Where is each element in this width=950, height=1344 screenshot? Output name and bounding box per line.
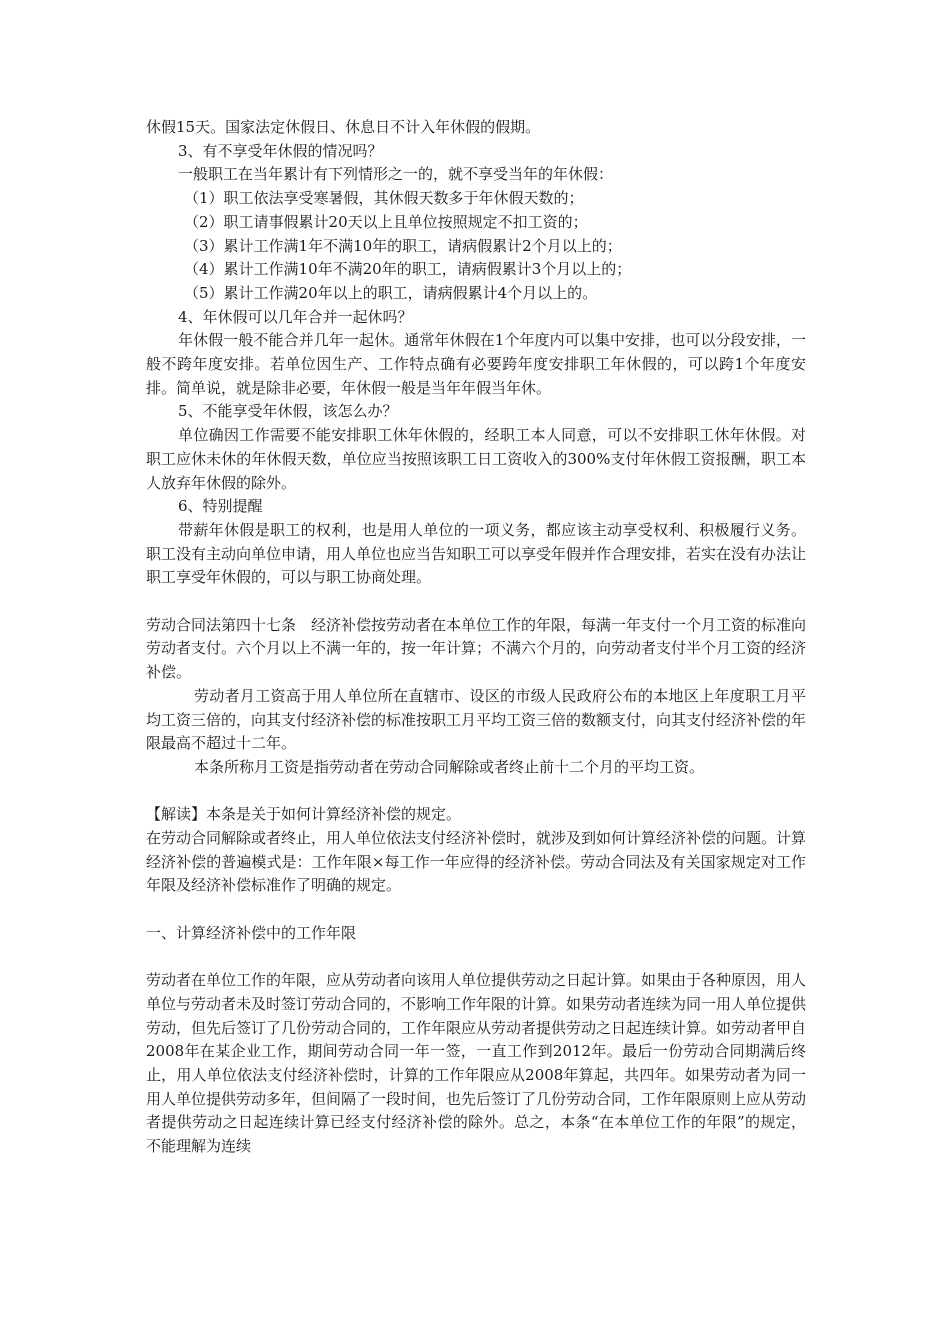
spacer bbox=[146, 780, 806, 804]
spacer bbox=[146, 898, 806, 922]
document-page bbox=[146, 116, 806, 1159]
paragraph-law-monthly-wage: 本条所称月工资是指劳动者在劳动合同解除或者终止前十二个月的平均工资。 bbox=[194, 757, 705, 776]
paragraph-q6: 带薪年休假是职工的权利，也是用人单位的一项义务，都应该主动享受权利、积极履行义务。职工没有主动向单位申请，用人单位也应当告知职工可以享受年假并作合理安排，若实在没有办法让职工享受年休假的，可以与职工协商处理。 bbox=[146, 520, 807, 587]
interpretation-title: 【解读】本条是关于如何计算经济补偿的规定。 bbox=[146, 805, 462, 824]
list-item: （1）职工依法享受寒暑假，其休假天数多于年休假天数的； bbox=[184, 189, 584, 208]
list-item: （4）累计工作满10年不满20年的职工，请病假累计3个月以上的； bbox=[184, 260, 632, 279]
paragraph-law-article-47: 劳动合同法第四十七条 经济补偿按劳动者在本单位工作的年限，每满一年支付一个月工资的标准向劳动者支付。六个月以上不满一年的，按一年计算；不满六个月的，向劳动者支付半个月工资的经济补偿。 bbox=[146, 615, 807, 682]
list-item: （3）累计工作满1年不满10年的职工，请病假累计2个月以上的； bbox=[184, 236, 622, 255]
paragraph-law-wage-cap: 劳动者月工资高于用人单位所在直辖市、设区的市级人民政府公布的本地区上年度职工月平均工资三倍的，向其支付经济补偿的标准按职工月平均工资三倍的数额支付，向其支付经济补偿的年限最高不超过十二年。 bbox=[146, 686, 807, 753]
section-body: 劳动者在单位工作的年限，应从劳动者向该用人单位提供劳动之日起计算。如果由于各种原因，用人单位与劳动者未及时签订劳动合同的，不影响工作年限的计算。如果劳动者连续为同一用人单位提供劳动，但先后签订了几份劳动合同的，工作年限应从劳动者提供劳动之日起连续计算。如劳动者甲自2008年在某企业工作，期间劳动合同一年一签，一直工作到2012年。最后一份劳动合同期满后终止，用人单位依法支付经济补偿时，计算的工作年限应从2008年算起，共四年。如果劳动者为同一用人单位提供劳动多年，但间隔了一段时间，也先后签订了几份劳动合同，工作年限原则上应从劳动者提供劳动之日起连续计算已经支付经济补偿的除外。总之，本条“在本单位工作的年限”的规定，不能理解为连续 bbox=[146, 971, 807, 1156]
paragraph-q4: 年休假一般不能合并几年一起休。通常年休假在1个年度内可以集中安排，也可以分段安排，一般不跨年度安排。若单位因生产、工作特点确有必要跨年度安排职工年休假的，可以跨1个年度安排。简单说，就是除非必要，年休假一般是当年年假当年休。 bbox=[146, 331, 806, 397]
heading-q5: 5、不能享受年休假，该怎么办？ bbox=[178, 402, 398, 421]
paragraph-annual-leave-days: 休假15天。国家法定休假日、休息日不计入年休假的假期。 bbox=[146, 118, 541, 136]
heading-q4: 4、年休假可以几年合并一起休吗？ bbox=[178, 307, 413, 326]
paragraph-q3-intro: 一般职工在当年累计有下列情形之一的，就不享受当年的年休假： bbox=[178, 165, 614, 184]
interpretation-body: 在劳动合同解除或者终止，用人单位依法支付经济补偿时，就涉及到如何计算经济补偿的问题。计算经济补偿的普遍模式是：工作年限×每工作一年应得的经济补偿。劳动合同法及有关国家规定对工作年限及经济补偿标准作了明确的规定。 bbox=[146, 829, 807, 895]
section-title: 一、计算经济补偿中的工作年限 bbox=[146, 923, 357, 942]
list-item: （2）职工请事假累计20天以上且单位按照规定不扣工资的； bbox=[184, 212, 588, 231]
heading-q3: 3、有不享受年休假的情况吗？ bbox=[178, 141, 383, 160]
list-item: （5）累计工作满20年以上的职工，请病假累计4个月以上的。 bbox=[184, 283, 598, 302]
paragraph-q5: 单位确因工作需要不能安排职工休年休假的，经职工本人同意，可以不安排职工休年休假。对职工应休未休的年休假天数，单位应当按照该职工日工资收入的300%支付年休假工资报酬，职工本人放弃年休假的除外。 bbox=[146, 426, 806, 492]
spacer bbox=[146, 946, 806, 970]
spacer bbox=[146, 590, 806, 614]
heading-q6: 6、特别提醒 bbox=[178, 497, 263, 516]
